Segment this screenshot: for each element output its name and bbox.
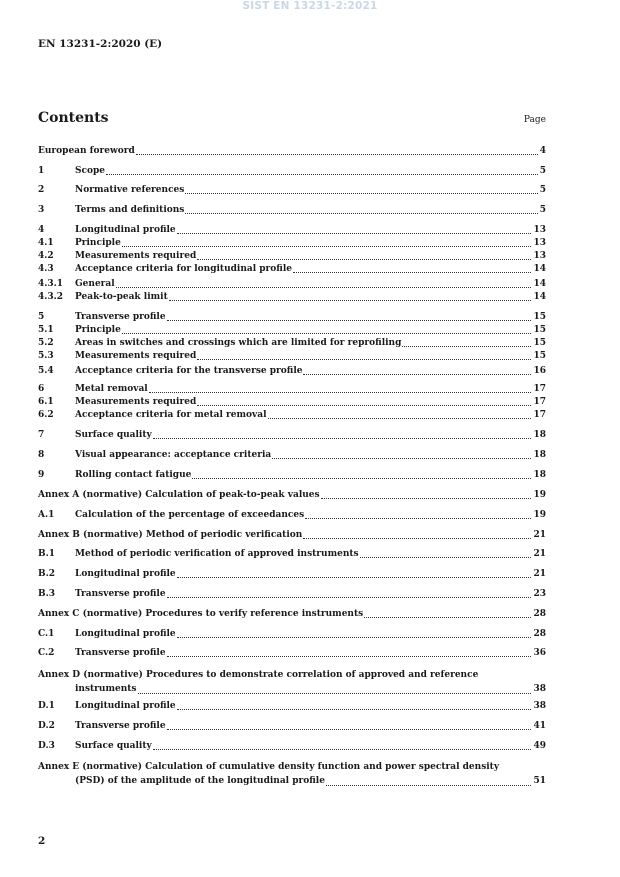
dot-leader <box>106 173 538 175</box>
toc-entry-page: 36 <box>533 648 546 658</box>
toc-entry-page: 21 <box>533 549 546 559</box>
contents-heading: Contents <box>38 110 109 126</box>
toc-entry[interactable] <box>38 205 546 216</box>
toc-entry-page: 13 <box>533 225 546 235</box>
toc-entry[interactable] <box>38 410 546 421</box>
toc-entry[interactable] <box>38 312 546 323</box>
toc-entry-number: 4.1 <box>38 238 54 248</box>
toc-entry-title-continued: (PSD) of the amplitude of the longitudinal profile <box>75 776 325 786</box>
toc-entry-title: Principle <box>75 238 121 248</box>
toc-entry-page: 38 <box>533 684 546 694</box>
toc-entry-number: A.1 <box>38 510 55 520</box>
toc-entry-title: Longitudinal profile <box>75 629 176 639</box>
toc-entry[interactable] <box>38 325 546 336</box>
dot-leader <box>268 417 532 419</box>
toc-entry-page: 38 <box>533 701 546 711</box>
toc-entry-page: 17 <box>533 384 546 394</box>
toc-entry-page: 19 <box>533 490 546 500</box>
toc-entry[interactable] <box>38 338 546 349</box>
toc-entry[interactable] <box>38 185 546 196</box>
dot-leader <box>402 345 531 347</box>
toc-entry-title: Annex A (normative) Calculation of peak-to-peak values <box>38 490 320 500</box>
dot-leader <box>360 556 532 558</box>
toc-entry-title: Areas in switches and crossings which are limited for reprofiling <box>75 338 402 348</box>
toc-entry-page: 5 <box>539 205 546 215</box>
dot-leader <box>305 517 531 519</box>
toc-entry-title: Metal removal <box>75 384 148 394</box>
toc-entry-title: Measurements required <box>75 351 197 361</box>
toc-entry[interactable] <box>38 530 546 541</box>
dot-leader <box>167 728 532 730</box>
dot-leader <box>192 477 531 479</box>
toc-entry-number: D.2 <box>38 721 55 731</box>
toc-entry-page: 15 <box>533 351 546 361</box>
toc-entry[interactable] <box>38 721 546 732</box>
toc-entry[interactable] <box>38 589 546 600</box>
toc-entry-page: 28 <box>533 609 546 619</box>
watermark: SIST EN 13231-2:2021 <box>242 0 378 12</box>
toc-entry-title: European foreword <box>38 146 135 156</box>
dot-leader <box>293 271 531 273</box>
toc-entry-page: 51 <box>533 776 546 786</box>
dot-leader <box>326 784 532 786</box>
toc-entry-title: Surface quality <box>75 430 152 440</box>
dot-leader <box>136 153 538 155</box>
toc-entry-page: 13 <box>533 251 546 261</box>
toc-entry[interactable] <box>38 292 546 303</box>
dot-leader <box>169 299 532 301</box>
document-id: EN 13231-2:2020 (E) <box>38 38 163 50</box>
toc-entry-title: Transverse profile <box>75 648 166 658</box>
toc-entry[interactable] <box>38 225 546 236</box>
toc-entry-page: 4 <box>539 146 546 156</box>
toc-entry-number: 4.3.2 <box>38 292 64 302</box>
toc-entry[interactable] <box>38 569 546 580</box>
toc-entry-page: 49 <box>533 741 546 751</box>
toc-entry-number: 1 <box>38 166 45 176</box>
toc-entry-title: Normative references <box>75 185 185 195</box>
toc-entry[interactable] <box>38 760 546 788</box>
toc-entry-title: Principle <box>75 325 121 335</box>
toc-entry-title: Acceptance criteria for the transverse profile <box>75 366 303 376</box>
toc-entry-number: 4.3 <box>38 264 54 274</box>
toc-entry-page: 23 <box>533 589 546 599</box>
toc-entry-number: 8 <box>38 450 45 460</box>
toc-entry-number: 2 <box>38 185 45 195</box>
toc-entry-title: Transverse profile <box>75 589 166 599</box>
toc-entry-number: 9 <box>38 470 45 480</box>
toc-entry-page: 15 <box>533 338 546 348</box>
toc-entry-number: 5.2 <box>38 338 54 348</box>
toc-entry[interactable] <box>38 384 546 395</box>
toc-entry-page: 15 <box>533 325 546 335</box>
dot-leader <box>303 537 531 539</box>
toc-entry-title: Surface quality <box>75 741 152 751</box>
toc-entry-page: 17 <box>533 410 546 420</box>
toc-entry-number: D.3 <box>38 741 55 751</box>
dot-leader <box>138 692 532 694</box>
toc-entry-title: Rolling contact fatigue <box>75 470 192 480</box>
toc-entry-page: 18 <box>533 470 546 480</box>
toc-entry-title: Calculation of the percentage of exceedances <box>75 510 305 520</box>
toc-entry-page: 16 <box>533 366 546 376</box>
dot-leader <box>177 232 532 234</box>
toc-entry-number: 6.2 <box>38 410 54 420</box>
toc-entry[interactable] <box>38 668 546 696</box>
toc-entry[interactable] <box>38 609 546 620</box>
toc-entry[interactable] <box>38 701 546 712</box>
toc-entry-number: B.1 <box>38 549 56 559</box>
dot-leader <box>153 437 532 439</box>
page-number: 2 <box>38 835 46 847</box>
dot-leader <box>153 748 532 750</box>
toc-entry-page: 15 <box>533 312 546 322</box>
dot-leader <box>197 258 531 260</box>
dot-leader <box>167 596 532 598</box>
toc-entry-number: C.2 <box>38 648 55 658</box>
dot-leader <box>177 636 532 638</box>
toc-entry-number: 5.3 <box>38 351 54 361</box>
toc-entry-page: 28 <box>533 629 546 639</box>
toc-entry-number: 4.3.1 <box>38 279 64 289</box>
toc-entry[interactable] <box>38 351 546 362</box>
toc-entry-title: Measurements required <box>75 397 197 407</box>
toc-entry-page: 5 <box>539 166 546 176</box>
dot-leader <box>149 391 532 393</box>
toc-entry-page: 13 <box>533 238 546 248</box>
dot-leader <box>177 576 532 578</box>
toc-entry-title: Longitudinal profile <box>75 701 176 711</box>
dot-leader <box>167 319 532 321</box>
dot-leader <box>303 373 531 375</box>
toc-entry-title: Terms and definitions <box>75 205 185 215</box>
toc-entry-page: 18 <box>533 430 546 440</box>
toc-entry-title: Measurements required <box>75 251 197 261</box>
toc-entry-number: 5 <box>38 312 45 322</box>
toc-entry-number: 6.1 <box>38 397 54 407</box>
toc-entry[interactable] <box>38 264 546 275</box>
toc-entry-title: Acceptance criteria for metal removal <box>75 410 267 420</box>
toc-entry-title: Annex B (normative) Method of periodic verification <box>38 530 303 540</box>
toc-entry[interactable] <box>38 366 546 377</box>
toc-entry-number: B.2 <box>38 569 56 579</box>
toc-entry-title: Annex E (normative) Calculation of cumulative density function and power spectral density <box>38 762 500 772</box>
toc-entry[interactable] <box>38 166 546 177</box>
toc-entry-title: Scope <box>75 166 106 176</box>
toc-entry-page: 19 <box>533 510 546 520</box>
toc-entry[interactable] <box>38 510 546 521</box>
toc-entry-title: General <box>75 279 115 289</box>
dot-leader <box>321 497 532 499</box>
toc-entry-title: Longitudinal profile <box>75 225 176 235</box>
toc-entry-title: Method of periodic verification of approved instruments <box>75 549 359 559</box>
dot-leader <box>116 286 532 288</box>
toc-entry-number: 7 <box>38 430 45 440</box>
toc-entry-page: 18 <box>533 450 546 460</box>
toc-entry[interactable] <box>38 629 546 640</box>
toc-entry-page: 14 <box>533 264 546 274</box>
toc-entry-title: Transverse profile <box>75 312 166 322</box>
toc-entry[interactable] <box>38 741 546 752</box>
dot-leader <box>177 708 532 710</box>
toc-entry[interactable] <box>38 549 546 560</box>
toc-entry-page: 21 <box>533 569 546 579</box>
dot-leader <box>122 245 532 247</box>
dot-leader <box>185 192 537 194</box>
toc-entry-title: Peak-to-peak limit <box>75 292 168 302</box>
toc-entry-number: 4 <box>38 225 45 235</box>
toc-entry-number: 5.4 <box>38 366 54 376</box>
toc-entry-page: 14 <box>533 279 546 289</box>
toc-entry-title: Transverse profile <box>75 721 166 731</box>
dot-leader <box>272 457 531 459</box>
toc-entry[interactable] <box>38 430 546 441</box>
toc-entry-page: 21 <box>533 530 546 540</box>
toc-entry-title: Acceptance criteria for longitudinal profile <box>75 264 292 274</box>
toc-entry[interactable] <box>38 450 546 461</box>
toc-entry-number: 6 <box>38 384 45 394</box>
toc-entry-page: 14 <box>533 292 546 302</box>
toc-entry[interactable] <box>38 146 546 157</box>
dot-leader <box>185 212 537 214</box>
page-column-label: Page <box>523 115 546 125</box>
dot-leader <box>167 655 532 657</box>
toc-entry-page: 41 <box>533 721 546 731</box>
toc-entry[interactable] <box>38 470 546 481</box>
toc-entry-title: Annex C (normative) Procedures to verify reference instruments <box>38 609 364 619</box>
toc-entry-page: 17 <box>533 397 546 407</box>
toc-entry[interactable] <box>38 279 546 290</box>
toc-entry-title: Visual appearance: acceptance criteria <box>75 450 272 460</box>
toc-entry[interactable] <box>38 490 546 501</box>
toc-entry-number: 4.2 <box>38 251 54 261</box>
dot-leader <box>197 358 531 360</box>
toc-entry-number: D.1 <box>38 701 55 711</box>
toc-entry-number: B.3 <box>38 589 56 599</box>
toc-entry-title: Annex D (normative) Procedures to demonstrate correlation of approved and reference <box>38 670 479 680</box>
toc-entry-number: 5.1 <box>38 325 54 335</box>
dot-leader <box>197 404 531 406</box>
toc-entry-title: Longitudinal profile <box>75 569 176 579</box>
toc-entry[interactable] <box>38 397 546 408</box>
toc-entry-number: 3 <box>38 205 45 215</box>
toc-entry[interactable] <box>38 251 546 262</box>
toc-entry-title-continued: instruments <box>75 684 137 694</box>
dot-leader <box>364 616 531 618</box>
toc-entry[interactable] <box>38 238 546 249</box>
toc-entry-page: 5 <box>539 185 546 195</box>
toc-entry[interactable] <box>38 648 546 659</box>
toc-entry-number: C.1 <box>38 629 55 639</box>
dot-leader <box>122 332 532 334</box>
